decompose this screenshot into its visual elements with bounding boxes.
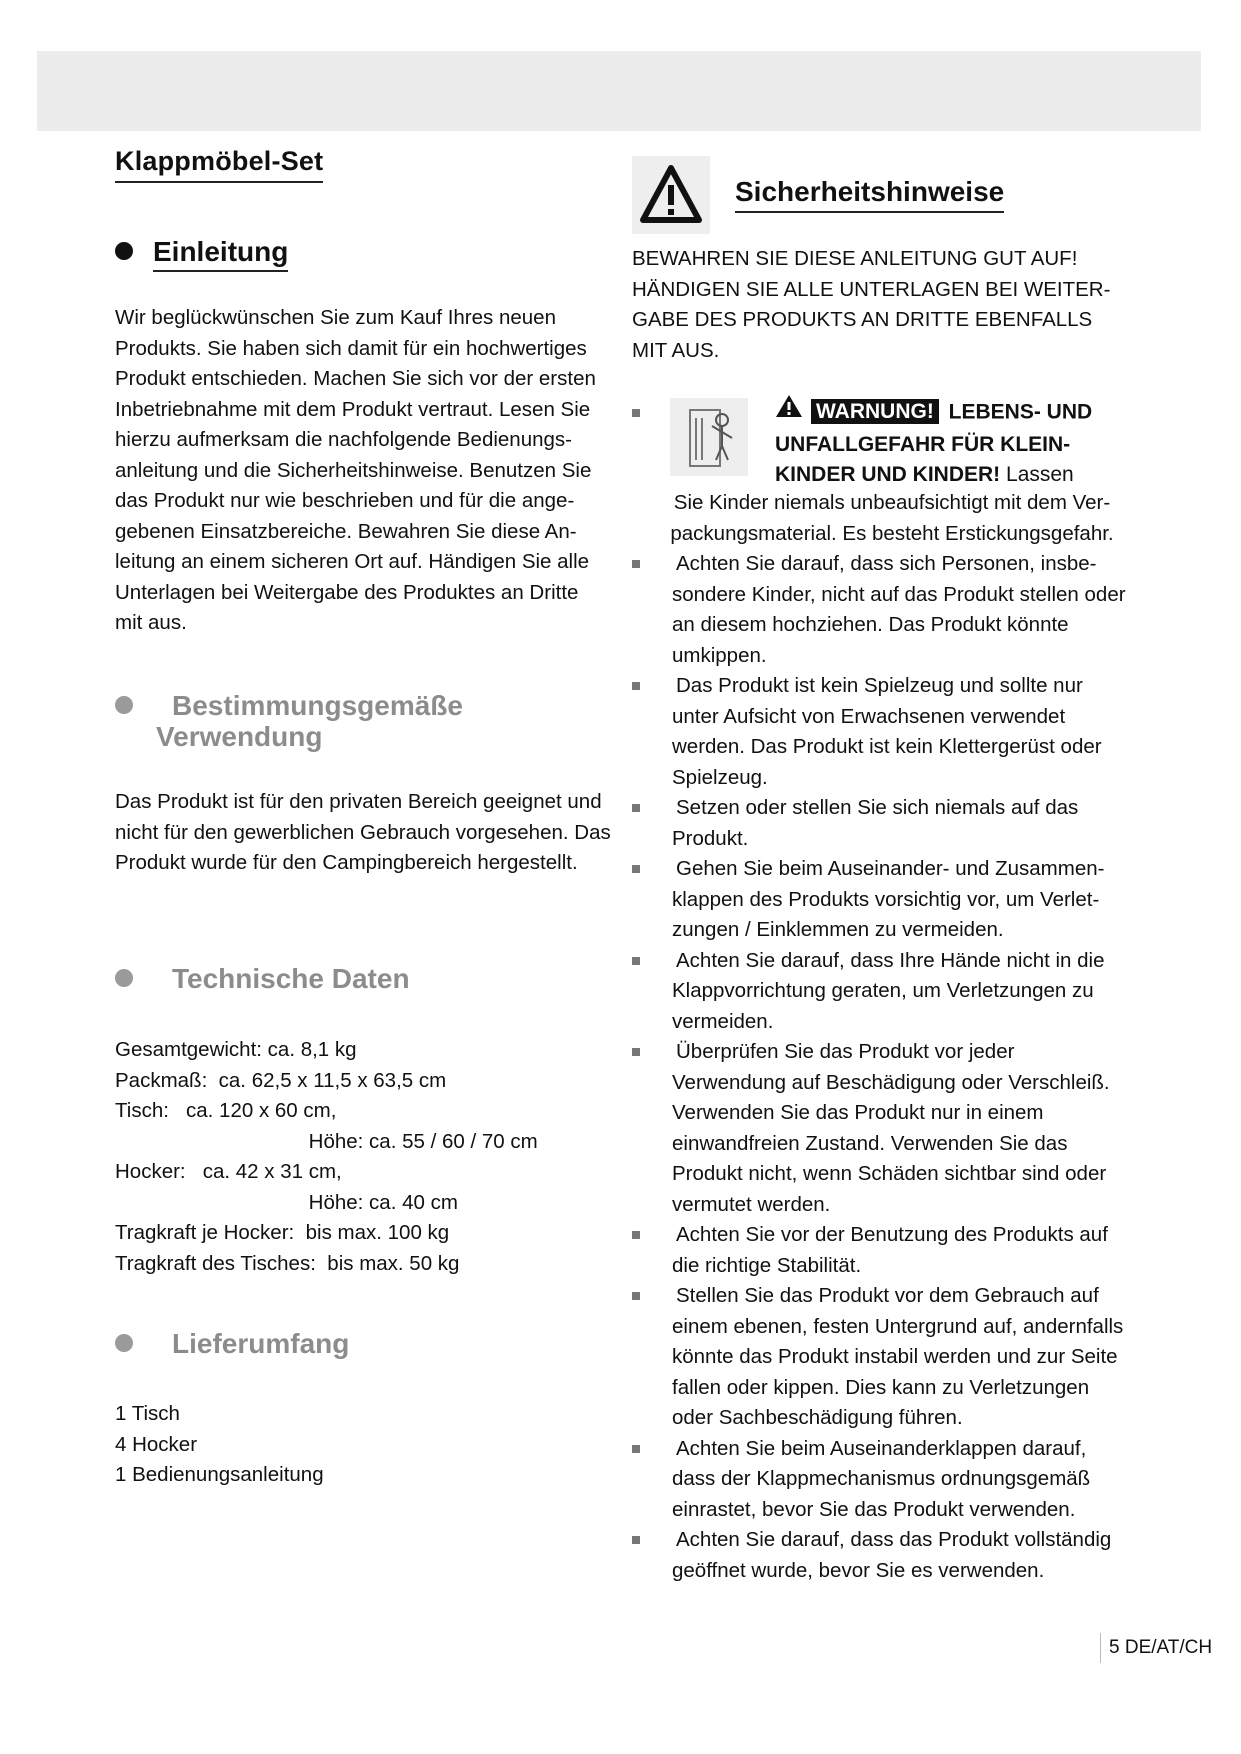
- document-title: Klappmöbel-Set: [115, 146, 323, 183]
- bullet-square-icon: [632, 1445, 640, 1453]
- header-band: [37, 51, 1201, 131]
- intended-use-paragraph: Das Produkt ist für den privaten Bereich geeignet und nicht für den gewerblichen Gebrauch vorgesehen. Das Produkt wurde für den Campingbereich hergestellt.: [115, 790, 611, 874]
- list-item: 1 Bedienungsanleitung: [115, 1463, 324, 1486]
- tech-line: Hocker: ca. 42 x 31 cm,: [115, 1160, 342, 1183]
- safety-bullet-list: [632, 549, 1132, 1586]
- list-item: Achten Sie vor der Benutzung des Produkts auf die richtige Stabilität.: [632, 1220, 1132, 1281]
- safety-heading: Sicherheitshinweise: [735, 176, 1004, 213]
- keep-instructions-notice: BEWAHREN SIE DIESE ANLEITUNG GUT AUF! HÄNDIGEN SIE ALLE UNTERLAGEN BEI WEITERGABE DES PRODUKTS AN DRITTE EBENFALLS MIT AUS.: [632, 247, 1111, 362]
- bullet-square-icon: [632, 1536, 640, 1544]
- scope-list: [115, 1399, 615, 1491]
- section-heading-technical-data: [115, 963, 410, 995]
- warning-continuation: Sie Kinder niemals unbeaufsichtigt mit dem Verpackungsmaterial. Es besteht Erstickungsgefahr.: [670, 491, 1114, 545]
- bullet-square-icon: [632, 865, 640, 873]
- bullet-square-icon: [632, 560, 640, 568]
- heading-text-line2: Verwendung: [156, 721, 323, 752]
- bullet-square-icon: [632, 409, 640, 417]
- tech-line: Höhe: ca. 55 / 60 / 70 cm: [115, 1129, 538, 1153]
- bullet-dot-icon: [115, 969, 133, 987]
- technical-data-list: [115, 1035, 615, 1279]
- warning-badge: WARNUNG!: [811, 399, 939, 424]
- list-item: Das Produkt ist kein Spielzeug und sollte nur unter Aufsicht von Erwachsenen verwendet werden. Das Produkt ist kein Klettergerüst oder Spielzeug.: [632, 671, 1132, 793]
- bullet-square-icon: [632, 804, 640, 812]
- tech-line: Tisch: ca. 120 x 60 cm,: [115, 1099, 337, 1122]
- warning-triangle-icon: [632, 156, 710, 234]
- child-hazard-icon: [670, 398, 748, 476]
- heading-text: Technische Daten: [172, 963, 410, 994]
- list-item: 4 Hocker: [115, 1432, 198, 1456]
- list-item: Stellen Sie das Produkt vor dem Gebrauch auf einem ebenen, festen Untergrund auf, andernfalls könnte das Produkt instabil werden und zur Seite fallen oder kippen. Dies kann zu Verletzungen oder Sachbeschädigung führen.: [632, 1281, 1132, 1434]
- bullet-square-icon: [632, 1231, 640, 1239]
- list-item: Setzen oder stellen Sie sich niemals auf das Produkt.: [632, 793, 1132, 854]
- bullet-dot-icon: [115, 696, 133, 714]
- list-item: 1 Tisch: [115, 1402, 180, 1425]
- section-heading-scope: [115, 1328, 349, 1360]
- bullet-square-icon: [632, 1292, 640, 1300]
- tech-line: Gesamtgewicht: ca. 8,1 kg: [115, 1038, 357, 1061]
- bullet-square-icon: [632, 682, 640, 690]
- list-item: Achten Sie darauf, dass sich Personen, insbesondere Kinder, nicht auf das Produkt stellen oder an diesem hochziehen. Das Produkt könnte umkippen.: [632, 549, 1132, 671]
- section-heading-intended-use: [115, 690, 463, 752]
- list-item: Achten Sie darauf, dass Ihre Hände nicht in die Klappvorrichtung geraten, um Verletzungen zu vermeiden.: [632, 946, 1132, 1038]
- list-item: Achten Sie darauf, dass das Produkt vollständig geöffnet wurde, bevor Sie es verwenden.: [632, 1525, 1132, 1586]
- tech-line: Höhe: ca. 40 cm: [115, 1190, 458, 1214]
- tech-line: Tragkraft je Hocker: bis max. 100 kg: [115, 1221, 450, 1244]
- tech-line: Tragkraft des Tisches: bis max. 50 kg: [115, 1251, 460, 1275]
- bullet-square-icon: [632, 1048, 640, 1056]
- heading-text: Einleitung: [153, 236, 288, 272]
- section-heading-einleitung: [115, 236, 288, 268]
- warning-heading: [775, 396, 1135, 491]
- heading-text: Lieferumfang: [172, 1328, 350, 1359]
- bullet-dot-icon: [115, 242, 133, 260]
- page-number: 5 DE/AT/CH: [1100, 1633, 1212, 1663]
- list-item: Achten Sie beim Auseinanderklappen darauf, dass der Klappmechanismus ordnungsgemäß einrastet, bevor Sie das Produkt verwenden.: [632, 1434, 1132, 1526]
- heading-text-line1: Bestimmungsgemäße: [172, 690, 463, 721]
- intro-paragraph: Wir beglückwünschen Sie zum Kauf Ihres neuen Produkts. Sie haben sich damit für ein hochwertiges Produkt entschieden. Machen Sie sich vor der ersten Inbetriebnahme mit dem Produkt vertraut. Lesen Sie hierzu aufmerksam die nachfolgende Bedienungsanleitung und die Sicherheitshinweise. Benutzen Sie das Produkt nur wie beschrieben und für die angegebenen Einsatzbereiche. Bewahren Sie diese Anleitung an einem sicheren Ort auf. Händigen Sie alle Unterlagen bei Weitergabe des Produktes an Dritte mit aus.: [115, 306, 596, 634]
- list-item: Gehen Sie beim Auseinander- und Zusammenklappen des Produkts vorsichtig vor, um Verletzungen / Einklemmen zu vermeiden.: [632, 854, 1132, 946]
- warning-normal-text: Lassen: [1006, 463, 1074, 486]
- bullet-dot-icon: [115, 1334, 133, 1352]
- warning-small-triangle-icon: [775, 394, 803, 428]
- tech-line: Packmaß: ca. 62,5 x 11,5 x 63,5 cm: [115, 1068, 447, 1092]
- list-item: Überprüfen Sie das Produkt vor jeder Verwendung auf Beschädigung oder Verschleiß. Verwenden Sie das Produkt nur in einem einwandfreien Zustand. Verwenden Sie das Produkt nicht, wenn Schäden sichtbar sind oder vermutet werden.: [632, 1037, 1132, 1220]
- warning-bold-text: LEBENS- UND UNFALLGEFAHR FÜR KLEINKINDER UND KINDER!: [775, 400, 1093, 486]
- bullet-square-icon: [632, 957, 640, 965]
